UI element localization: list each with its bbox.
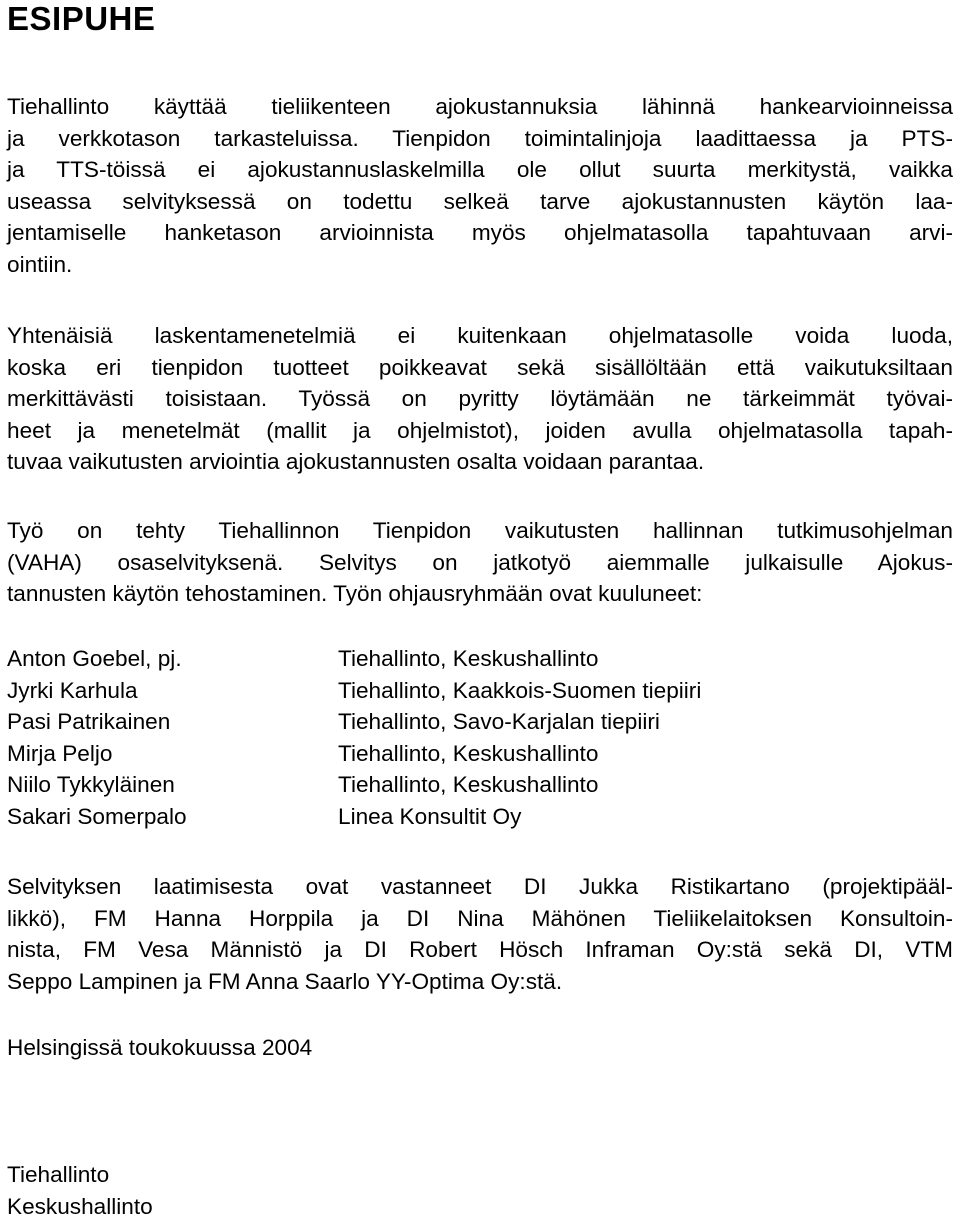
- paragraph-methods: [7, 320, 953, 478]
- member-organization: Tiehallinto, Keskushallinto: [338, 772, 599, 797]
- member-organization: Tiehallinto, Kaakkois-Suomen tiepiiri: [338, 677, 702, 703]
- steering-group-list: [7, 643, 953, 832]
- place-and-date: Helsingissä toukokuussa 2004: [7, 1035, 313, 1060]
- member-organization: Tiehallinto, Keskushallinto: [338, 740, 599, 766]
- paragraph-line: Työ on tehty Tiehallinnon Tienpidon vaikutusten hallinnan tutkimusohjelman: [7, 518, 953, 543]
- paragraph-line: Selvityksen laatimisesta ovat vastanneet DI Jukka Ristikartano (projektipääl-: [7, 874, 953, 899]
- paragraph-line: koska eri tienpidon tuotteet poikkeavat sekä sisällöltään että vaikutuksiltaan: [7, 354, 953, 380]
- paragraph-line: Tiehallinto käyttää tieliikenteen ajokustannuksia lähinnä hankearvioinneissa: [7, 94, 953, 119]
- member-row: [7, 675, 953, 707]
- paragraph-line: nista, FM Vesa Männistö ja DI Robert Hösch Inframan Oy:stä sekä DI, VTM: [7, 937, 953, 962]
- member-row: [7, 643, 953, 675]
- paragraph-steering-group: [7, 515, 953, 610]
- paragraph-line: ja TTS-töissä ei ajokustannuslaskelmilla ole ollut suurta merkitystä, vaikka: [7, 157, 953, 182]
- member-name: Mirja Peljo: [7, 740, 113, 766]
- signature-organization: Tiehallinto: [7, 1162, 110, 1187]
- paragraph-line: merkittävästi toisistaan. Työssä on pyritty löytämään ne tärkeimmät työvai-: [7, 386, 953, 411]
- paragraph-line: tannusten käytön tehostaminen. Työn ohjausryhmään ovat kuuluneet:: [7, 581, 703, 606]
- paragraph-line: likkö), FM Hanna Horppila ja DI Nina Mähönen Tieliikelaitoksen Konsultoin-: [7, 905, 953, 931]
- member-row: [7, 801, 953, 833]
- signature-unit: Keskushallinto: [7, 1194, 153, 1219]
- paragraph-line: Seppo Lampinen ja FM Anna Saarlo YY-Optima Oy:stä.: [7, 968, 563, 994]
- page-title: ESIPUHE: [7, 0, 156, 37]
- member-organization: Tiehallinto, Savo-Karjalan tiepiiri: [338, 709, 660, 734]
- paragraph-line: jentamiselle hanketason arvioinnista myös ohjelmatasolla tapahtuvaan arvi-: [7, 220, 953, 245]
- paragraph-line: useassa selvityksessä on todettu selkeä tarve ajokustannusten käytön laa-: [7, 188, 953, 214]
- member-row: [7, 738, 953, 770]
- paragraph-line: tuvaa vaikutusten arviointia ajokustannusten osalta voidaan parantaa.: [7, 449, 705, 474]
- member-organization: Tiehallinto, Keskushallinto: [338, 646, 599, 671]
- member-name: Niilo Tykkyläinen: [7, 772, 175, 797]
- paragraph-intro: [7, 91, 953, 280]
- paragraph-line: ointiin.: [7, 251, 73, 277]
- member-name: Anton Goebel, pj.: [7, 646, 182, 671]
- member-name: Sakari Somerpalo: [7, 803, 187, 829]
- member-row: [7, 769, 953, 801]
- member-row: [7, 706, 953, 738]
- paragraph-line: (VAHA) osaselvityksenä. Selvitys on jatkotyö aiemmalle julkaisulle Ajokus-: [7, 549, 953, 575]
- member-name: Pasi Patrikainen: [7, 709, 171, 734]
- paragraph-line: Yhtenäisiä laskentamenetelmiä ei kuitenkaan ohjelmatasolle voida luoda,: [7, 323, 953, 348]
- paragraph-line: ja verkkotason tarkasteluissa. Tienpidon toimintalinjoja laadittaessa ja PTS-: [7, 125, 953, 151]
- paragraph-line: heet ja menetelmät (mallit ja ohjelmistot), joiden avulla ohjelmatasolla tapah-: [7, 417, 953, 443]
- member-organization: Linea Konsultit Oy: [338, 803, 522, 829]
- member-name: Jyrki Karhula: [7, 677, 138, 703]
- paragraph-authors: [7, 871, 953, 997]
